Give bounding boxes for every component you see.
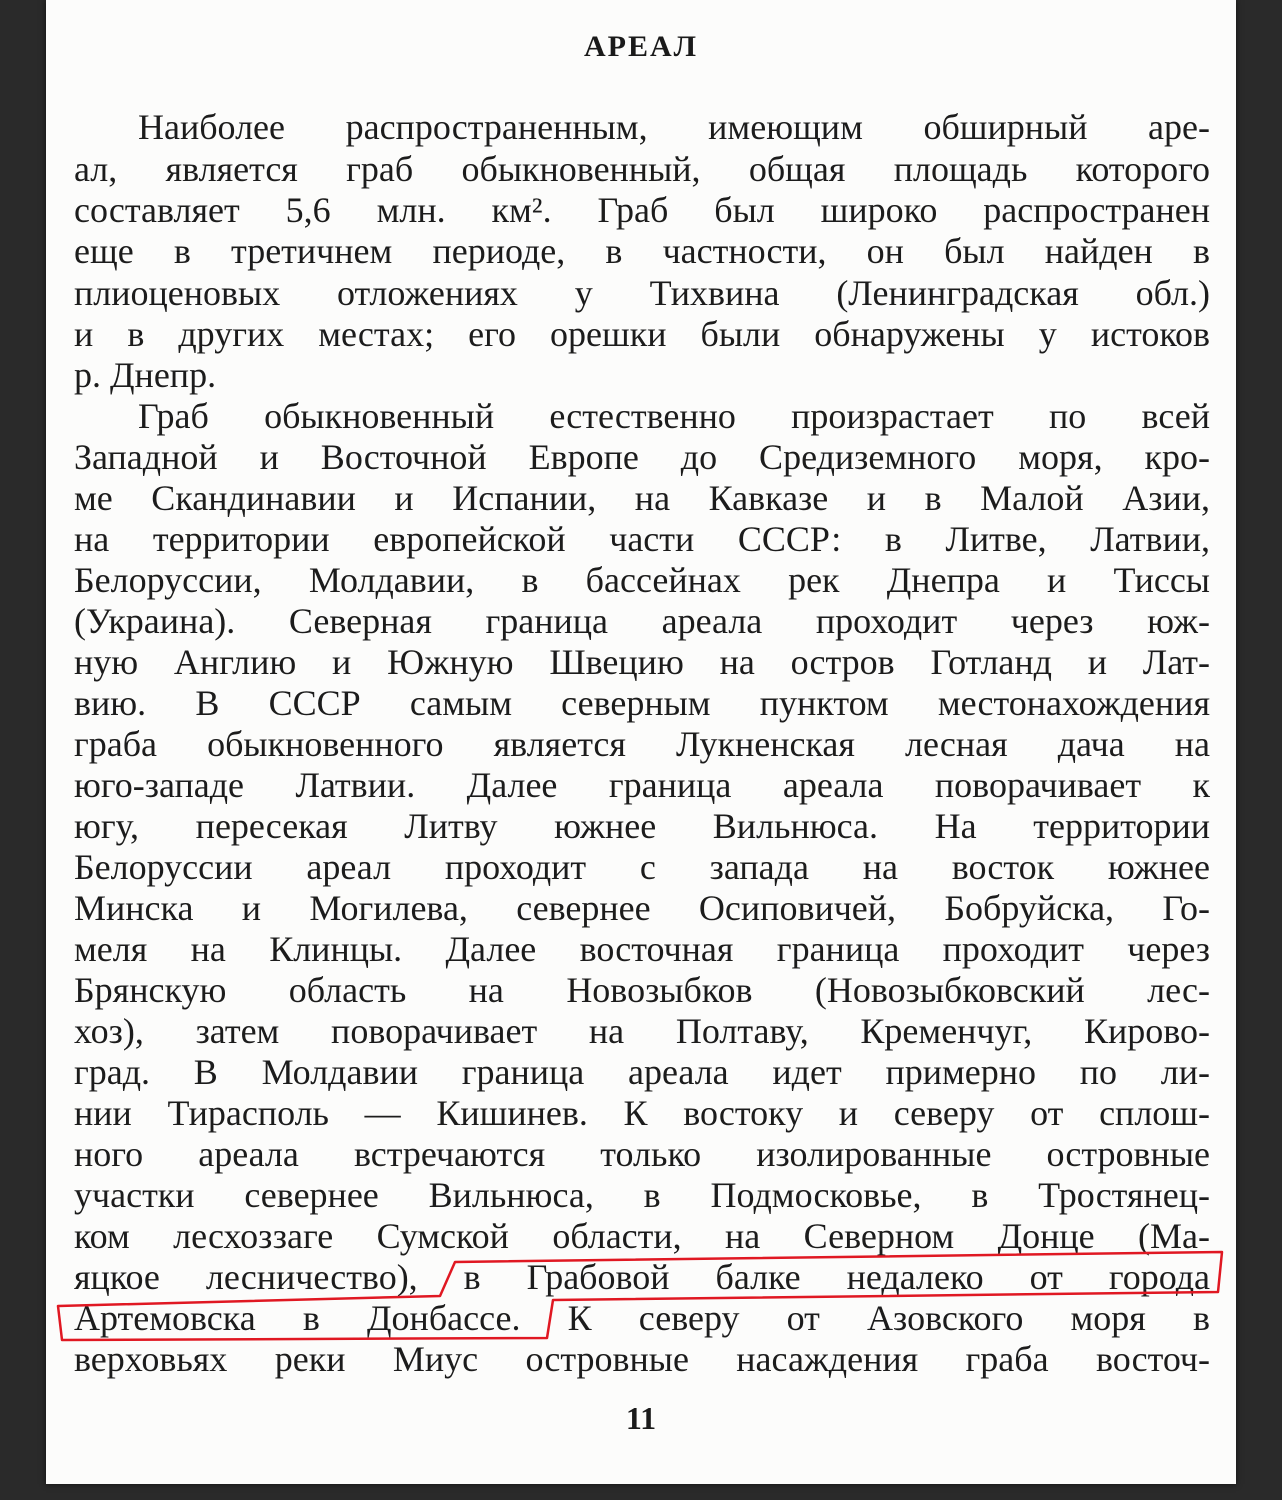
- text-line: ную Англию и Южную Швецию на остров Готланд и Лат-: [74, 642, 1210, 682]
- text-line: плиоценовых отложениях у Тихвина (Ленинградская обл.): [74, 273, 1210, 313]
- text-line: Артемовска в Донбассе. К северу от Азовского моря в: [74, 1298, 1210, 1338]
- page-number: 11: [625, 1400, 657, 1436]
- text-line: и в других местах; его орешки были обнаружены у истоков: [74, 314, 1210, 354]
- text-line: Граб обыкновенный естественно произрастает по всей: [138, 396, 1210, 436]
- text-line: нии Тирасполь — Кишинев. К востоку и северу от сплош-: [74, 1093, 1210, 1133]
- text-line: Западной и Восточной Европе до Средиземного моря, кро-: [74, 437, 1210, 477]
- text-line: составляет 5,6 млн. км². Граб был широко распространен: [74, 190, 1210, 230]
- text-line: на территории европейской части СССР: в Литве, Латвии,: [74, 519, 1210, 559]
- text-line: Белоруссии, Молдавии, в бассейнах рек Днепра и Тиссы: [74, 560, 1210, 600]
- text-line: вию. В СССР самым северным пунктом местонахождения: [74, 683, 1210, 723]
- text-line: Наиболее распространенным, имеющим обширный аре-: [138, 107, 1210, 147]
- text-line: ком лесхоззаге Сумской области, на Северном Донце (Ма-: [74, 1216, 1210, 1256]
- text-line: Белоруссии ареал проходит с запада на восток южнее: [74, 847, 1210, 887]
- text-line: Минска и Могилева, севернее Осиповичей, Бобруйска, Го-: [74, 888, 1210, 928]
- book-page: [46, 0, 1236, 1484]
- text-line: участки севернее Вильнюса, в Подмосковье, в Тростянец-: [74, 1175, 1210, 1215]
- text-line: ме Скандинавии и Испании, на Кавказе и в Малой Азии,: [74, 478, 1210, 518]
- text-line: меля на Клинцы. Далее восточная граница проходит через: [74, 929, 1210, 969]
- text-line: яцкое лесничество), в Грабовой балке недалеко от города: [74, 1257, 1210, 1297]
- text-line: (Украина). Северная граница ареала проходит через юж-: [74, 601, 1210, 641]
- text-line: верховьях реки Миус островные насаждения граба восточ-: [74, 1339, 1210, 1379]
- page-title: АРЕАЛ: [583, 30, 699, 63]
- text-line: р. Днепр.: [74, 355, 217, 395]
- text-line: град. В Молдавии граница ареала идет примерно по ли-: [74, 1052, 1210, 1092]
- text-line: граба обыкновенного является Лукненская лесная дача на: [74, 724, 1210, 764]
- text-line: юго-западе Латвии. Далее граница ареала поворачивает к: [74, 765, 1210, 805]
- text-line: ного ареала встречаются только изолированные островные: [74, 1134, 1210, 1174]
- text-line: югу, пересекая Литву южнее Вильнюса. На территории: [74, 806, 1210, 846]
- text-line: еще в третичнем периоде, в частности, он был найден в: [74, 231, 1210, 271]
- text-line: Брянскую область на Новозыбков (Новозыбковский лес-: [74, 970, 1210, 1010]
- text-line: хоз), затем поворачивает на Полтаву, Кременчуг, Кирово-: [74, 1011, 1210, 1051]
- text-line: ал, является граб обыкновенный, общая площадь которого: [74, 149, 1210, 189]
